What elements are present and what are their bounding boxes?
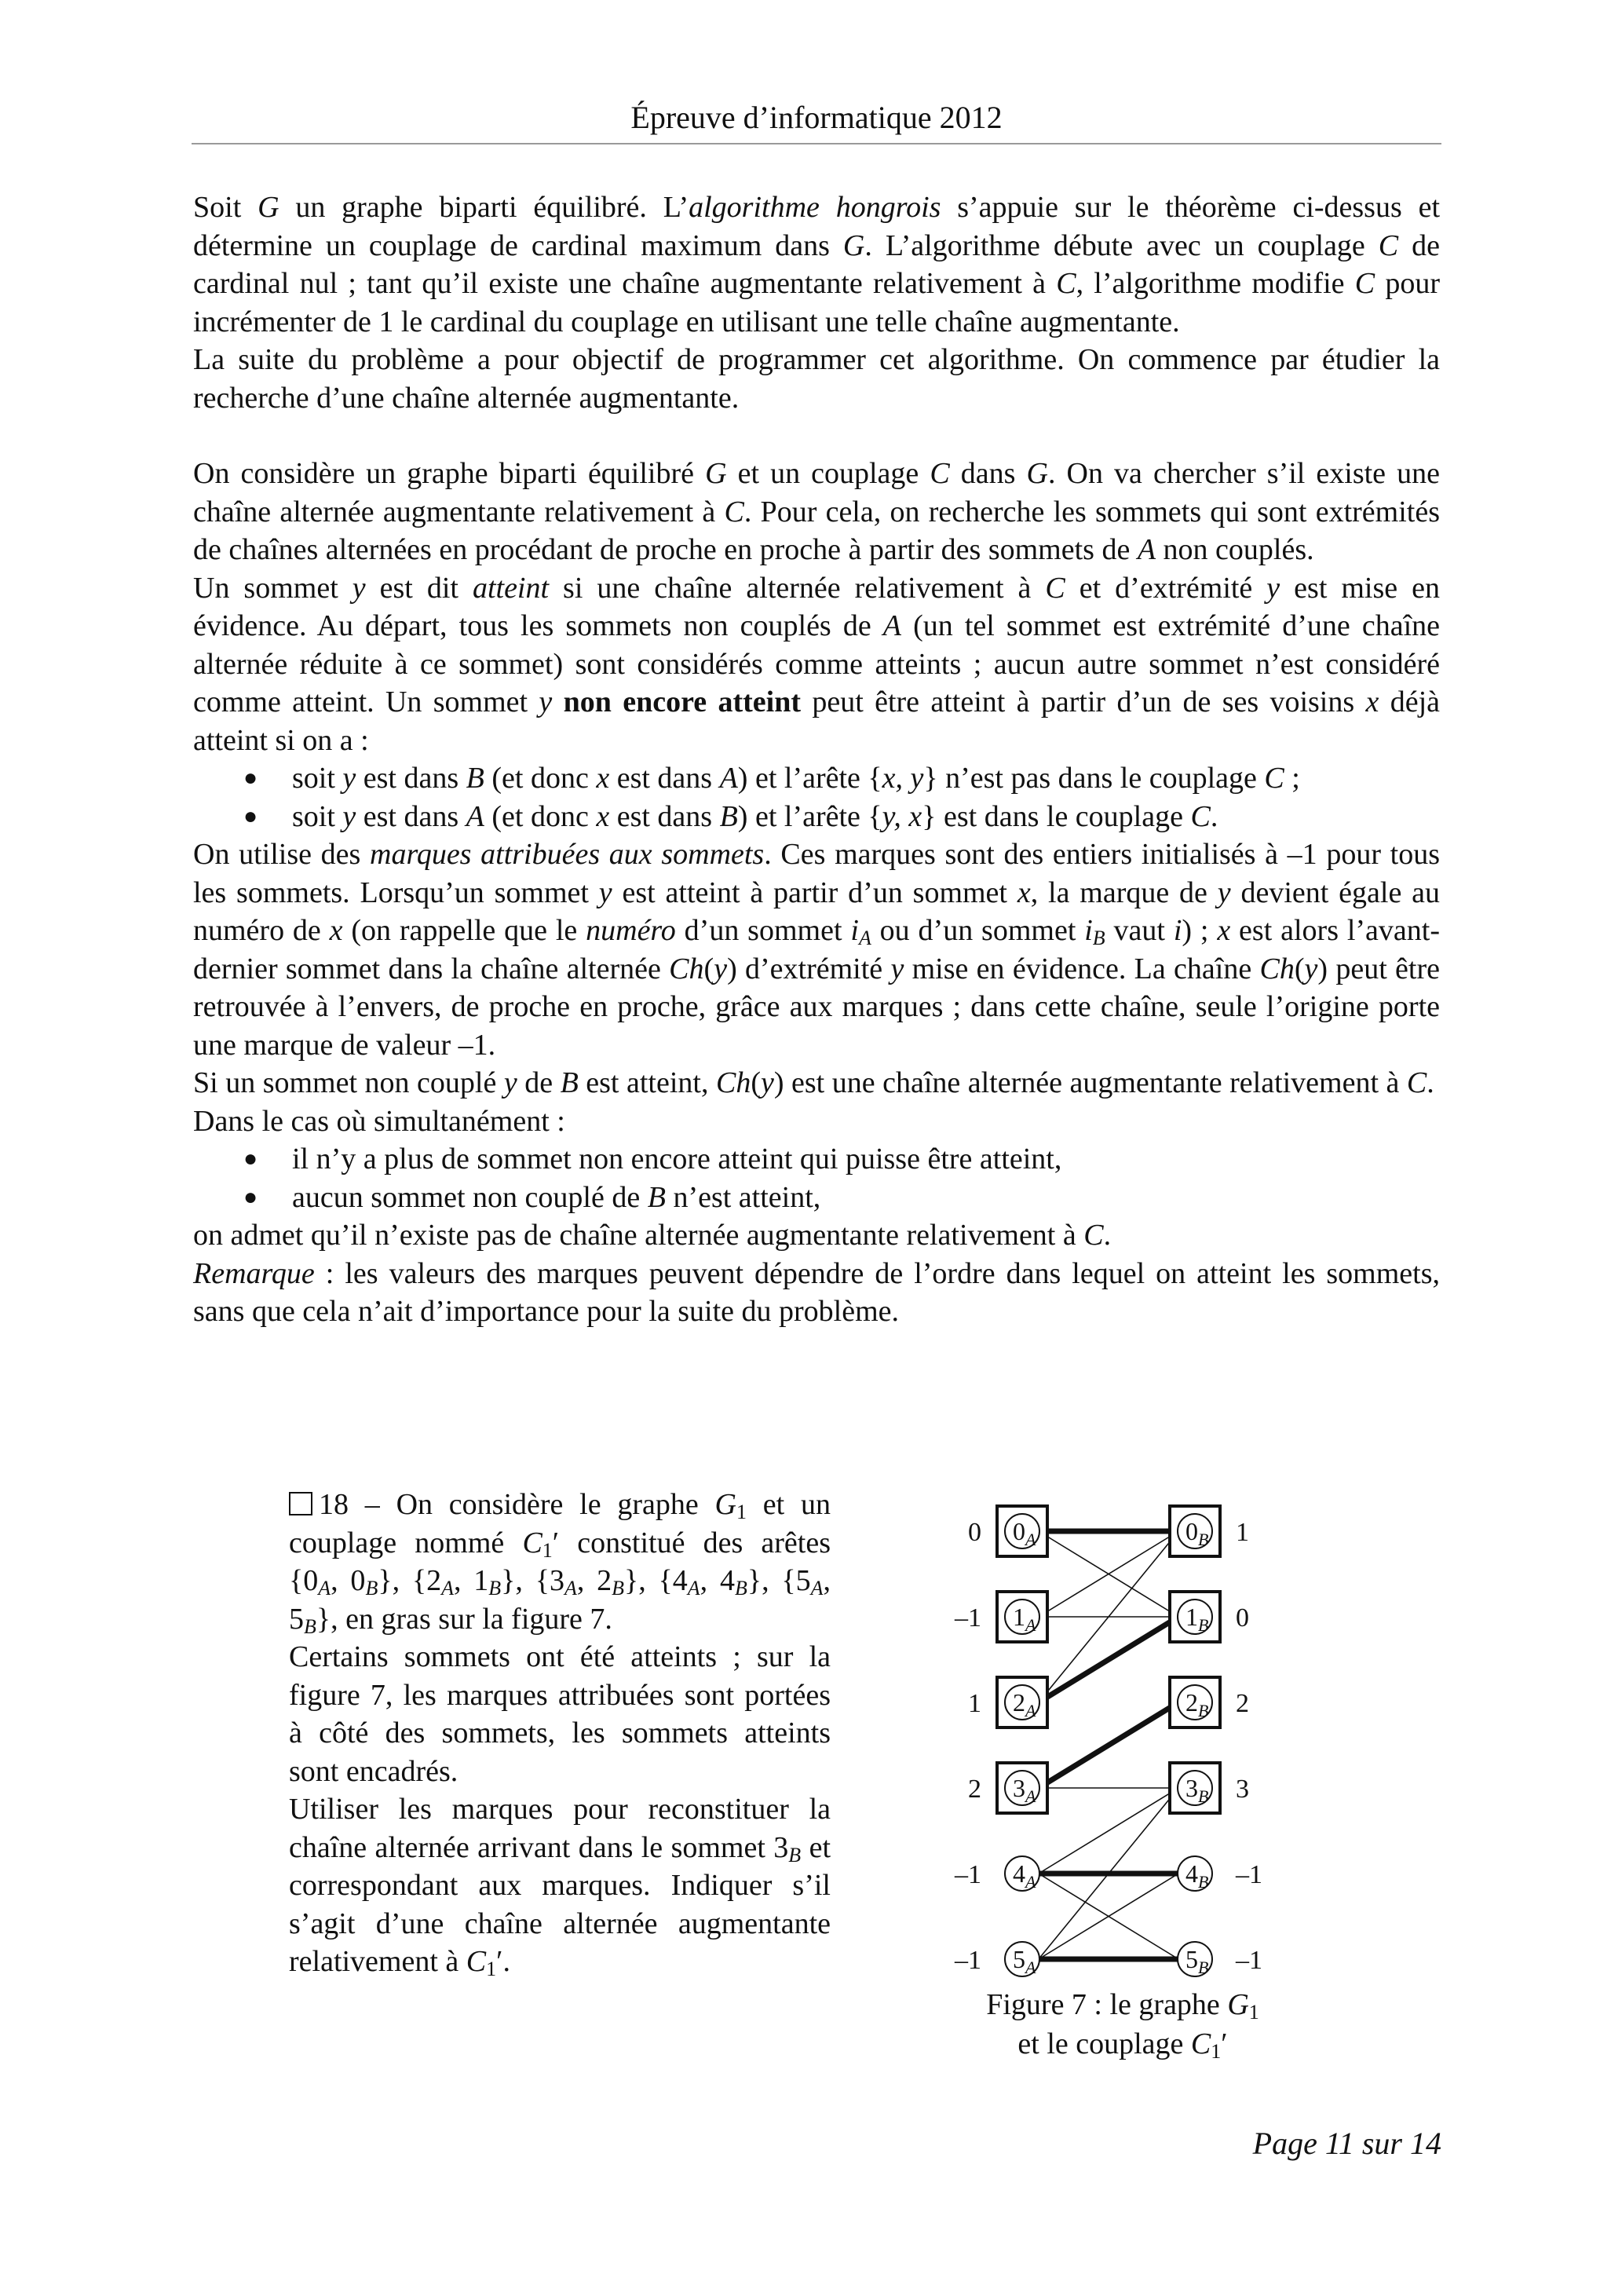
vertex-label: 0 [1013, 1517, 1025, 1545]
vertex-label: 0 [1185, 1517, 1198, 1545]
vertex-4a [954, 1856, 1039, 1892]
list-item: ● il n’y a plus de sommet non encore atteint qui puisse être atteint, [243, 1143, 1062, 1175]
vertex-mark: 0 [968, 1518, 981, 1547]
vertex-subscript: B [1198, 1530, 1209, 1549]
vertex-mark: 3 [1236, 1775, 1249, 1804]
paragraph-hungarian-algorithm: Soit G un graphe biparti équilibré. L’algorithme hongrois s’appuie sur le théorème ci-dessus et détermine un couplage de cardinal maximum dans G. L’algorithme débute avec un couplage C de cardinal nul ; tant qu’il existe une chaîne augmentante relativement à C, l’algorithme modifie C pour incrémenter de 1 le cardinal du couplage en utilisant une telle chaîne augmentante. [193, 191, 1440, 338]
vertex-mark: –1 [955, 1860, 981, 1889]
list-item: ● aucun sommet non couplé de B n’est atteint, [243, 1180, 821, 1214]
vertex-1b [1170, 1592, 1249, 1642]
page-number: Page 11 sur 14 [1252, 2126, 1441, 2161]
vertex-mark: –1 [955, 1603, 981, 1632]
paragraph-conclusion: on admet qu’il n’existe pas de chaîne alternée augmentante relativement à C. [193, 1219, 1112, 1252]
bipartite-graph [934, 1476, 1288, 1977]
vertex-2a [968, 1677, 1047, 1727]
list-item: ● soit y est dans B (et donc x est dans A) et l’arête {x, y} n’est pas dans le couplage C ; [243, 762, 1300, 795]
paragraph-marques: On utilise des marques attribuées aux sommets. Ces marques sont des entiers initialisés à –1 pour tous les sommets. Lorsqu’un sommet y est atteint à partir d’un sommet x, la marque de y devient égale au numéro de x (on rappelle que le numéro d’un sommet $i_A$ ou d’un sommet $i_B$ vaut i) ; x est alors l’avant-dernier sommet dans la chaîne alternée Ch(y) d’extrémité y mise en évidence. La chaîne Ch(y) peut être retrouvée à l’envers, de proche en proche, grâce aux marques ; dans cette chaîne, seule l’origine porte une marque de valeur –1. [193, 838, 1441, 1062]
vertex-label: 5 [1185, 1945, 1198, 1973]
vertex-subscript: A [1025, 1786, 1036, 1806]
vertex-label: 3 [1185, 1774, 1198, 1802]
graph-edge [1039, 1788, 1178, 1874]
vertex-mark: 2 [968, 1775, 981, 1804]
vertex-4b [1178, 1856, 1262, 1892]
paragraph-cas: Dans le cas où simultanément : [193, 1104, 565, 1138]
list-item: ● soit y est dans A (et donc x est dans B) et l’arête {y, x} est dans le couplage C. [243, 799, 1218, 833]
vertex-mark: 2 [1236, 1689, 1249, 1718]
vertex-0b [1170, 1506, 1249, 1556]
vertex-label: 4 [1013, 1859, 1025, 1888]
paragraph-atteint: Un sommet y est dit atteint si une chaîne alternée relativement à C et d’extrémité y est mise en évidence. Au départ, tous les sommets non couplés de A (un tel sommet est extrémité d’une chaîne alternée réduite à ce sommet) sont considérés comme atteints ; aucun autre sommet n’est considéré comme atteint. Un sommet y non encore atteint peut être atteint à partir d’un de ses voisins x déjà atteint si on a : [193, 571, 1440, 757]
vertex-mark: 1 [1236, 1518, 1249, 1547]
vertex-subscript: B [1198, 1786, 1209, 1806]
vertex-subscript: B [1198, 1701, 1209, 1720]
vertex-subscript: B [1198, 1872, 1209, 1892]
vertex-label: 2 [1013, 1688, 1025, 1717]
vertex-5b [1178, 1942, 1262, 1977]
vertex-subscript: A [1025, 1530, 1036, 1549]
vertex-mark: –1 [1236, 1860, 1262, 1889]
vertex-label: 1 [1013, 1603, 1025, 1631]
vertex-mark: –1 [955, 1946, 981, 1975]
vertex-subscript: A [1025, 1958, 1036, 1977]
vertex-subscript: B [1198, 1958, 1209, 1977]
vertex-subscript: A [1025, 1701, 1036, 1720]
vertex-mark: –1 [1236, 1946, 1262, 1975]
paragraph-objective: La suite du problème a pour objectif de programmer cet algorithme. On commence par étudier la recherche d’une chaîne alternée augmentante. [193, 343, 1440, 415]
vertex-label: 1 [1185, 1603, 1198, 1631]
page-header [192, 93, 1441, 144]
vertex-label: 3 [1013, 1774, 1025, 1802]
vertex-label: 2 [1185, 1688, 1198, 1717]
conditions-list [193, 759, 1440, 835]
vertex-mark: 1 [968, 1689, 981, 1718]
matched-edge [1039, 1617, 1178, 1702]
question-18: 18 – On considère le graphe $G_1$ et un couplage nommé $C_1'$ constitué des arêtes {$0_A$, $0_B$}, {$2_A$, $1_B$}, {$3_A$, $2_B$}, {$4_A$, $4_B$}, {$5_A$, $5_B$}, en gras sur la figure 7. Certains sommets ont été atteints ; sur la figure 7, les marques attribuées sont portées à côté des sommets, les sommets atteints sont encadrés. Utiliser les marques pour reconstituer la chaîne alternée arrivant dans le sommet $3_B$ et correspondant aux marques. Indiquer s’il s’agit d’une chaîne alternée augmentante relativement à $C_1'$. [289, 1488, 831, 1980]
paragraph-augmentante: Si un sommet non couplé y de B est atteint, Ch(y) est une chaîne alternée augmentante relativement à C. [193, 1066, 1434, 1099]
vertex-1a [954, 1592, 1047, 1642]
vertex-label: 5 [1013, 1945, 1025, 1973]
header-title: Épreuve d’informatique 2012 [630, 100, 1003, 135]
vertex-subscript: A [1025, 1872, 1036, 1892]
vertex-label: 4 [1185, 1859, 1198, 1888]
paragraph-remarque: Remarque : les valeurs des marques peuvent dépendre de l’ordre dans lequel on atteint les sommets, sans que cela n’ait d’importance pour la suite du problème. [193, 1256, 1440, 1328]
vertex-subscript: A [1025, 1615, 1036, 1635]
stop-conditions-list [193, 1140, 1440, 1216]
vertex-mark: 0 [1236, 1603, 1249, 1632]
vertex-subscript: B [1198, 1615, 1209, 1635]
vertex-0a [968, 1506, 1047, 1556]
vertex-3b [1170, 1763, 1249, 1813]
vertex-3a [968, 1763, 1047, 1813]
figure-caption: Figure 7 : le graphe $G_1$ et le couplage $C_1'$ [986, 1988, 1259, 2063]
paragraph-search: On considère un graphe biparti équilibré G et un couplage C dans G. On va chercher s’il existe une chaîne alternée augmentante relativement à C. Pour cela, on recherche les sommets qui sont extrémités de chaînes alternées en procédant de proche en proche à partir des sommets de A non couplés. [193, 457, 1440, 566]
main-text [193, 188, 1440, 1331]
vertex-5a [954, 1942, 1039, 1977]
figure-7-graph [934, 1476, 1288, 1977]
checkbox-icon [289, 1492, 312, 1515]
matched-edge [1039, 1702, 1178, 1788]
vertex-2b [1170, 1677, 1249, 1727]
